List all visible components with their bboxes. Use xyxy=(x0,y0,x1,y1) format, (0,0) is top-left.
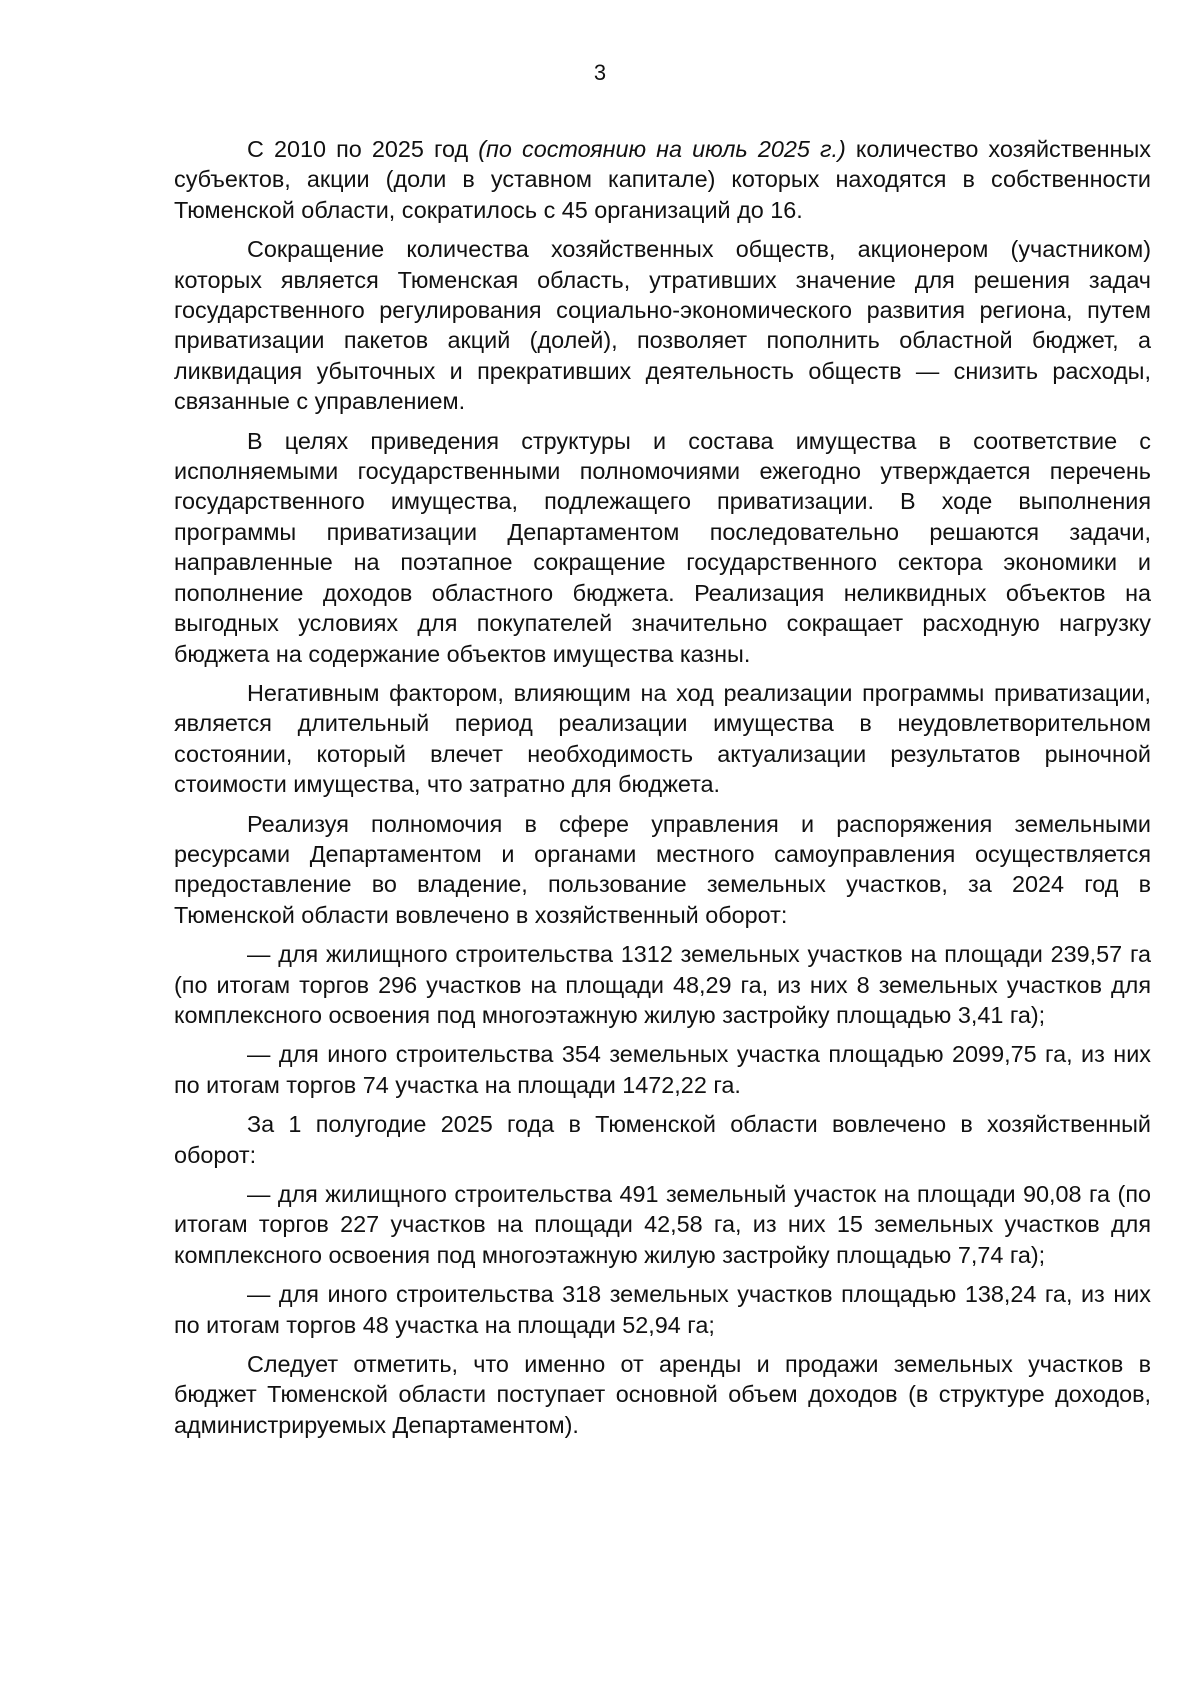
list-item-housing-2025: — для жилищного строительства 491 земельный участок на площади 90,08 га (по итогам торгов 227 участков на площади 42,58 га, из них 15 земельных участков для комплексного освоения под многоэтажную жилую застройку площадью 7,74 га); xyxy=(174,1181,1151,1268)
paragraph-land-resources-2024: Реализуя полномочия в сфере управления и распоряжения земельными ресурсами Департаментом и органами местного самоуправления осуществляется предоставление во владение, пользование земельных участков, за 2024 год в Тюменской области вовлечено в хозяйственный оборот: xyxy=(174,810,1151,928)
paragraph-negative-factor: Негативным фактором, влияющим на ход реализации программы приватизации, является длительный период реализации имущества в неудовлетворительном состоянии, который влечет необходимость актуализации результатов рыночной стоимости имущества, что затратно для бюджета. xyxy=(174,679,1151,798)
paragraph-privatization-summary xyxy=(174,134,1151,225)
list-item-other-construction-2025: — для иного строительства 318 земельных участков площадью 138,24 га, из них по итогам торгов 48 участка на площади 52,94 га; xyxy=(174,1281,1151,1338)
paragraph-property-structure: В целях приведения структуры и состава имущества в соответствие с исполняемыми государственными полномочиями ежегодно утверждается перечень государственного имущества, подлежащего приватизации. В ходе выполнения программы приватизации Департаментом последовательно решаются задачи, направленные на поэтапное сокращение государственного сектора экономики и пополнение доходов областного бюджета. Реализация неликвидных объектов на выгодных условиях для покупателей значительно сокращает расходную нагрузку бюджета на содержание объектов имущества казны. xyxy=(174,427,1151,667)
paragraph-business-reduction: Сокращение количества хозяйственных обществ, акционером (участником) которых является Тюменская область, утративших значение для решения задач государственного регулирования социально-экономического развития региона, путем приватизации пакетов акций (долей), позволяет пополнить областной бюджет, а ликвидация убыточных и прекративших деятельность обществ — снизить расходы, связанные с управлением. xyxy=(174,236,1151,415)
paragraph-budget-revenue: Следует отметить, что именно от аренды и продажи земельных участков в бюджет Тюменской области поступает основной объем доходов (в структуре доходов, администрируемых Департаментом). xyxy=(174,1351,1151,1438)
paragraph-privatization-summary-end: количество хозяйственных субъектов, акции (доли в уставном капитале) которых находятся в собственности Тюменской области, сократилось с 45 организаций до 16. xyxy=(174,136,1151,223)
list-item-other-construction-2024: — для иного строительства 354 земельных участка площадью 2099,75 га, из них по итогам торгов 74 участка на площади 1472,22 га. xyxy=(174,1041,1151,1098)
paragraph-land-resources-2025: За 1 полугодие 2025 года в Тюменской области вовлечено в хозяйственный оборот: xyxy=(174,1111,1151,1168)
paragraph-privatization-summary-start: С 2010 по 2025 год xyxy=(247,136,479,162)
list-item-housing-2024: — для жилищного строительства 1312 земельных участков на площади 239,57 га (по итогам торгов 296 участков на площади 48,29 га, из них 8 земельных участков для комплексного освоения под многоэтажную жилую застройку площадью 3,41 га); xyxy=(174,941,1151,1028)
paragraph-privatization-summary-date-note: (по состоянию на июль 2025 г.) xyxy=(478,136,846,162)
page-number: 3 xyxy=(593,60,607,85)
document-body xyxy=(174,134,1151,1440)
